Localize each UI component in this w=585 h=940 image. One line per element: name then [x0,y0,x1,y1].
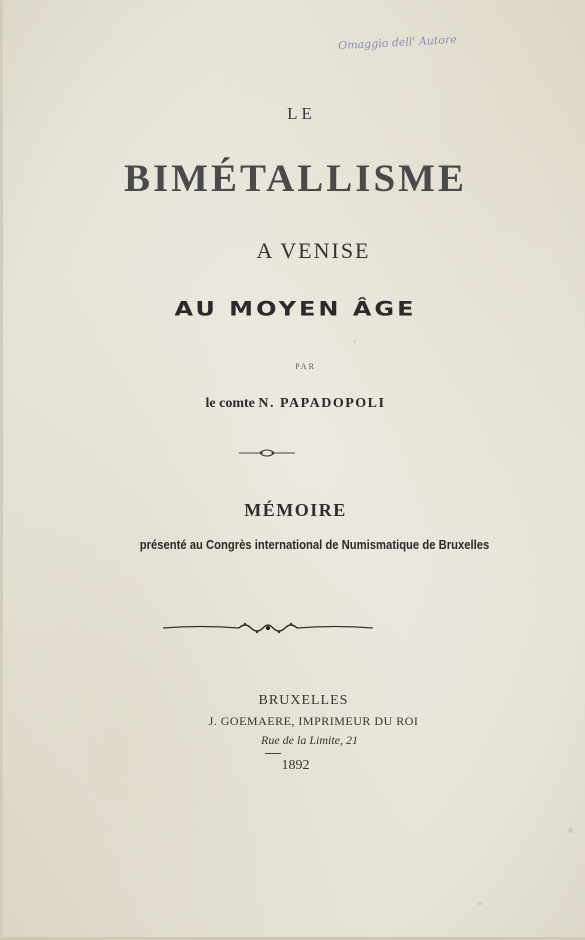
author-prefix: le comte [205,396,255,411]
foxing-spot [568,828,573,833]
imprint-year: 1892 [281,758,310,773]
by-label: PAR [295,362,316,371]
author-name: N. PAPADOPOLI [258,396,386,411]
small-ornament-icon [239,446,295,460]
imprint-city: BRUXELLES [258,693,349,708]
subtitle-moyen-age: AU MOYEN ÂGE [174,297,417,321]
year-rule [265,753,281,754]
memoire-heading: MÉMOIRE [244,500,347,520]
imprint-street: Rue de la Limite, 21 [261,733,358,747]
foxing-spot [353,340,356,343]
title-article: LE [287,104,316,123]
decorative-rule-icon [161,618,375,638]
subtitle-venise: A VENISE [256,238,371,263]
handwritten-inscription: Omaggio dell' Autore [337,33,458,53]
author-line [3,396,585,412]
presented-line: présenté au Congrès international de Numismatique de Bruxelles [139,538,490,552]
main-title: BIMÉTALLISME [123,157,467,200]
imprint-printer: J. GOEMAERE, IMPRIMEUR DU ROI [208,714,419,728]
foxing-spot [477,902,483,905]
